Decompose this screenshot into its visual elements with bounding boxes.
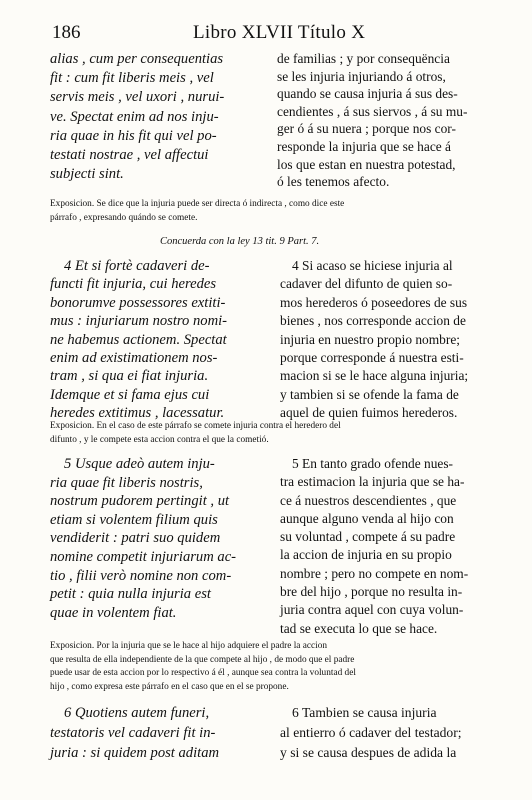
running-title: Libro XLVII Título X bbox=[193, 22, 366, 43]
text-line: 5 Usque adeò autem inju- bbox=[64, 456, 215, 472]
text-line: fit : cum fit liberis meis , vel bbox=[50, 70, 214, 87]
sec5-spanish bbox=[280, 455, 468, 638]
text-line: y tambien si se ofende la fama de bbox=[280, 386, 459, 402]
text-line: alias , cum per consequentias bbox=[50, 51, 224, 67]
text-line: la accion de injuria en su propio bbox=[280, 547, 452, 563]
text-line: bienes , nos corresponde accion de bbox=[280, 313, 466, 329]
text-line: bre del hijo , porque no resulta in- bbox=[280, 584, 463, 600]
text-line: los que estan en nuestra potestad, bbox=[277, 156, 456, 172]
text-line: subjecti sint. bbox=[50, 166, 124, 183]
text-line: cendientes , á sus siervos , á su mu- bbox=[277, 103, 468, 119]
page-number: 186 bbox=[52, 22, 81, 43]
text-line: tram , si qua ei fiat injuria. bbox=[50, 368, 209, 385]
exposicion-note bbox=[50, 420, 341, 447]
text-line: vendiderit : patri suo quidem bbox=[50, 530, 221, 547]
text-line: ve. Spectat enim ad nos inju- bbox=[50, 108, 219, 125]
text-line: testati nostrae , vel affectui bbox=[50, 147, 209, 164]
text-line: 4 Si acaso se hiciese injuria al bbox=[292, 258, 453, 273]
text-line: juria : si quidem post aditam bbox=[50, 745, 220, 761]
text-line: aquel de quien fuimos herederos. bbox=[280, 405, 458, 421]
text-line: tad se executa lo que se hace. bbox=[280, 620, 438, 636]
text-line: aunque alguno venda al hijo con bbox=[280, 510, 454, 526]
text-line: se les injuria injuriando á otros, bbox=[277, 68, 446, 84]
exposicion-note bbox=[50, 640, 356, 694]
text-line: Exposicion. Por la injuria que se le hace al hijo adquiere el padre la accion bbox=[50, 641, 327, 651]
text-line: mos herederos ó poseedores de sus bbox=[280, 294, 468, 310]
text-line: juria contra aquel con cuya volun- bbox=[280, 602, 464, 618]
text-line: enim ad existimationem nos- bbox=[50, 350, 218, 367]
text-line: 6 Tambien se causa injuria bbox=[292, 705, 437, 720]
text-line: su voluntad , compete á su padre bbox=[280, 529, 456, 545]
text-line: nombre ; pero no compete en nom- bbox=[280, 565, 469, 581]
text-line: cadaver del difunto de quien so- bbox=[280, 276, 453, 292]
text-line: párrafo , expresando quándo se comete. bbox=[50, 212, 198, 223]
text-line: quando se causa injuria á sus des- bbox=[277, 86, 458, 102]
text-line: de familias ; y por consequëncia bbox=[277, 51, 450, 66]
sec1-spanish bbox=[277, 50, 467, 191]
text-line: nomine competit injuriarum ac- bbox=[50, 548, 237, 565]
sec4-spanish bbox=[280, 257, 468, 423]
text-line: quae in volentem fiat. bbox=[50, 604, 177, 621]
sec6-spanish bbox=[280, 703, 462, 763]
text-line: ó les tenemos afecto. bbox=[277, 174, 390, 190]
text-line: macion si se le hace alguna injuria; bbox=[280, 368, 469, 384]
text-line: ria quae fit liberis nostris, bbox=[50, 474, 203, 491]
text-line: 6 Quotiens autem funeri, bbox=[64, 705, 210, 721]
text-line: ger ó á su nuera ; porque nos cor- bbox=[277, 121, 456, 137]
sec6-latin bbox=[50, 703, 219, 763]
text-line: petit : quia nulla injuria est bbox=[50, 586, 211, 603]
text-line: que resulta de ella independiente de la que compete al hijo , de modo que el padre bbox=[50, 654, 355, 665]
text-line: servis meis , vel uxori , nurui- bbox=[50, 89, 225, 106]
text-line: responde la injuria que se hace á bbox=[277, 138, 451, 154]
text-line: difunto , y le compete esta accion contra el que la cometió. bbox=[50, 434, 269, 445]
text-line: Exposicion. Se dice que la injuria puede ser directa ó indirecta , como dice este bbox=[50, 199, 345, 209]
text-line: 5 En tanto grado ofende nues- bbox=[292, 456, 454, 471]
text-line: Exposicion. En el caso de este párrafo se comete injuria contra el heredero del bbox=[50, 421, 341, 431]
text-line: hijo , como expresa este párrafo en el caso que en el se propone. bbox=[50, 681, 289, 692]
text-line: tio , filii verò nomine non com- bbox=[50, 567, 232, 584]
text-line: y si se causa despues de adida la bbox=[280, 745, 457, 760]
text-line: 4 Et si fortè cadaveri de- bbox=[64, 258, 210, 274]
text-line: puede usar de esta accion por lo respectivo á él , aunque sea contra la voluntad del bbox=[50, 668, 356, 678]
text-line: al entierro ó cadaver del testador; bbox=[280, 725, 462, 740]
sec4-latin bbox=[50, 257, 227, 423]
exposicion-note bbox=[50, 198, 344, 225]
text-line: ce á nuestros descendientes , que bbox=[280, 492, 457, 508]
sec5-latin bbox=[50, 455, 236, 622]
text-line: Idemque et si fama ejus cui bbox=[50, 386, 210, 403]
text-line: ne habemus actionem. Spectat bbox=[50, 331, 227, 348]
concordance-note: Concuerda con la ley 13 tit. 9 Part. 7. bbox=[160, 236, 320, 247]
text-line: nostrum pudorem pertingit , ut bbox=[50, 493, 230, 510]
text-line: etiam si volentem filium quis bbox=[50, 511, 218, 528]
text-line: testatoris vel cadaveri fit in- bbox=[50, 725, 216, 741]
text-line: ria quae in his fit qui vel po- bbox=[50, 127, 217, 144]
text-line: functi fit injuria, cui heredes bbox=[50, 276, 217, 293]
text-line: tra estimacion la injuria que se ha- bbox=[280, 474, 465, 490]
text-line: mus : injuriarum nostro nomi- bbox=[50, 313, 228, 330]
text-line: bonorumve possessores extiti- bbox=[50, 294, 226, 311]
text-line: heredes extitimus , lacessatur. bbox=[50, 405, 225, 422]
text-line: injuria en nuestro propio nombre; bbox=[280, 331, 460, 347]
text-line: porque corresponde á nuestra esti- bbox=[280, 350, 464, 366]
sec1-latin bbox=[50, 50, 224, 184]
